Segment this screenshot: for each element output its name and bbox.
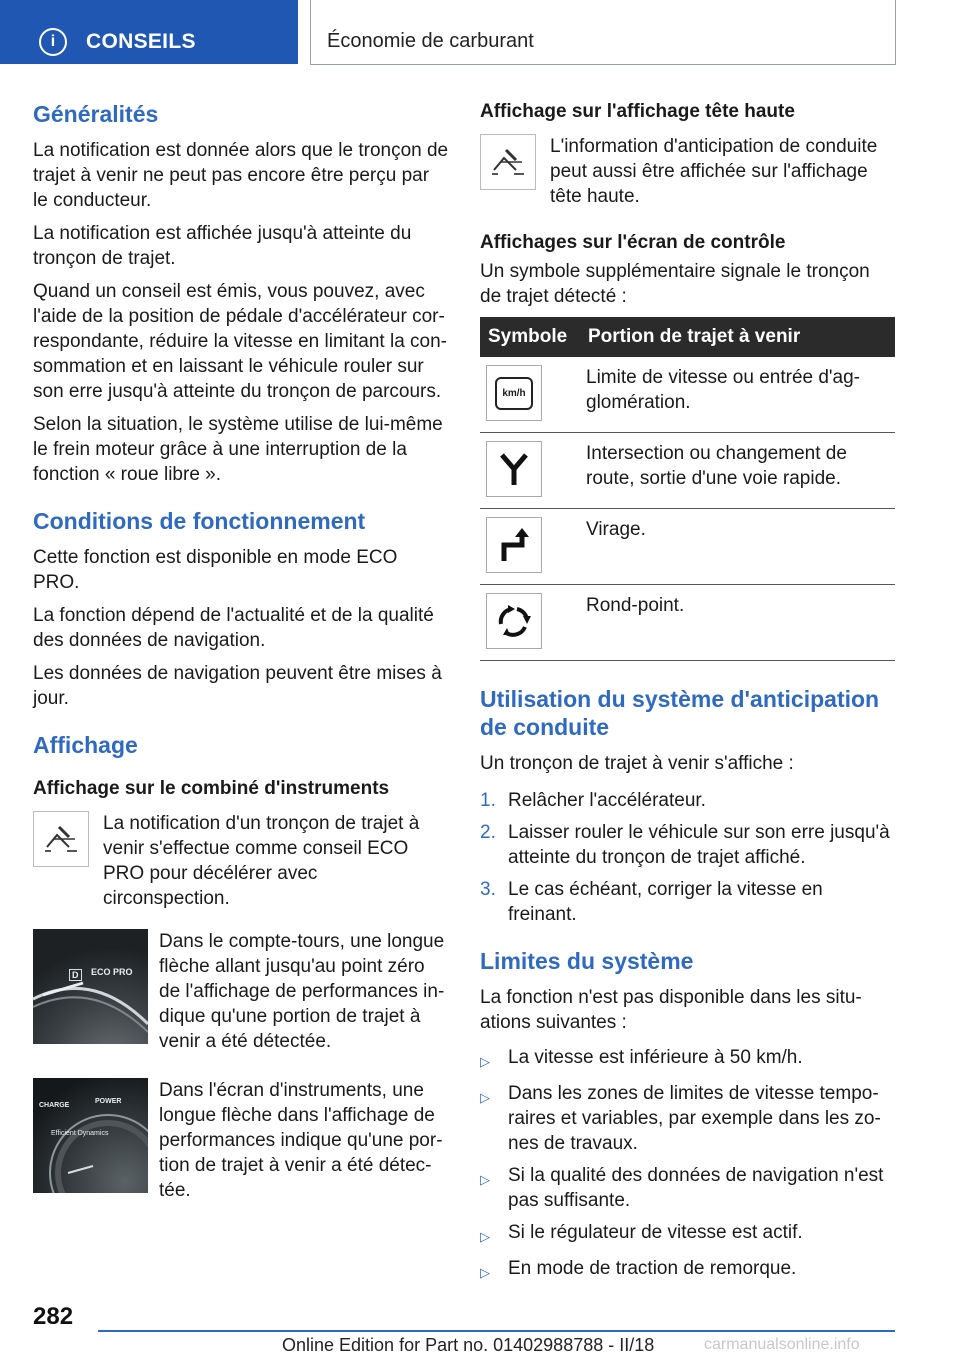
watermark: carmanualsonline.info bbox=[704, 1336, 860, 1353]
list-item bbox=[480, 1256, 895, 1285]
bullet-marker-icon: ▷ bbox=[480, 1090, 490, 1105]
util-intro: Un tronçon de trajet à venir s'affiche : bbox=[480, 753, 794, 774]
bullet-text: Si le régulateur de vitesse est actif. bbox=[508, 1222, 803, 1243]
footer-divider bbox=[98, 1330, 895, 1332]
section-title: Économie de carburant bbox=[327, 30, 534, 52]
table-cell: Limite de vitesse ou entrée d'ag‐glomération. bbox=[580, 357, 895, 433]
lim-intro: La fonction n'est pas disponible dans les situ‐ations suivantes : bbox=[480, 987, 862, 1033]
brand-label: Efficient Dynamics bbox=[51, 1130, 109, 1137]
limits-list bbox=[480, 1045, 895, 1285]
tachometer-photo bbox=[33, 929, 148, 1044]
section-header bbox=[310, 0, 896, 65]
paragraph: Les données de navigation peuvent être mises à jour. bbox=[33, 663, 442, 709]
anticipation-icon bbox=[33, 811, 89, 867]
speed-limit-icon-text: km/h bbox=[495, 377, 532, 410]
tachometer-text: Dans le compte-tours, une longue flèche allant jusqu'au point zéro de l'affichage de performances in‐dique qu'une portion de trajet à venir a été détectée. bbox=[159, 931, 445, 1052]
paragraph: Cette fonction est disponible en mode ECO PRO. bbox=[33, 547, 398, 593]
heading-limites: Limites du système bbox=[480, 948, 694, 974]
info-icon: i bbox=[39, 28, 67, 56]
charge-label: CHARGE bbox=[39, 1102, 70, 1109]
bullet-marker-icon: ▷ bbox=[480, 1265, 490, 1280]
ecran-text: Un symbole supplémentaire signale le tronçon de trajet détecté : bbox=[480, 261, 870, 307]
paragraph: La notification est donnée alors que le tronçon de trajet à venir ne peut pas encore être perçu par le conducteur. bbox=[33, 140, 449, 211]
bullet-text: Dans les zones de limites de vitesse tempo‐raires et variables, par exemple dans les zo‐nes de travaux. bbox=[508, 1083, 881, 1154]
right-column bbox=[480, 100, 895, 1292]
intersection-icon bbox=[486, 441, 542, 497]
page-number: 282 bbox=[33, 1303, 74, 1330]
heading-generalites: Généralités bbox=[33, 101, 159, 127]
table-row bbox=[480, 585, 895, 661]
instrument-text: Dans l'écran d'instruments, une longue flèche dans l'affichage de performances indique qu'une por‐tion de trajet à venir a été détec‐tée. bbox=[159, 1080, 443, 1201]
bullet-text: La vitesse est inférieure à 50 km/h. bbox=[508, 1047, 803, 1068]
eco-tip-row bbox=[33, 811, 449, 911]
bullet-marker-icon: ▷ bbox=[480, 1054, 490, 1069]
heading-conditions: Conditions de fonctionnement bbox=[33, 508, 366, 534]
heading-hud: Affichage sur l'affichage tête haute bbox=[480, 101, 795, 122]
list-item bbox=[480, 877, 895, 927]
hud-row bbox=[480, 134, 895, 209]
symbol-table bbox=[480, 317, 895, 661]
table-header-row bbox=[480, 317, 895, 357]
table-cell: Intersection ou changement de route, sortie d'une voie rapide. bbox=[580, 433, 895, 509]
list-item bbox=[480, 1081, 895, 1156]
step-number: 2. bbox=[480, 822, 496, 843]
tachometer-row bbox=[33, 929, 449, 1062]
heading-ecran: Affichages sur l'écran de contrôle bbox=[480, 232, 786, 253]
tips-tab bbox=[0, 0, 298, 64]
heading-utilisation: Utilisation du système d'anticipation de conduite bbox=[480, 686, 880, 740]
list-item bbox=[480, 820, 895, 870]
step-text: Relâcher l'accélérateur. bbox=[508, 790, 706, 811]
roundabout-icon bbox=[486, 593, 542, 649]
left-column bbox=[33, 100, 449, 1227]
table-row bbox=[480, 357, 895, 433]
curve-icon bbox=[486, 517, 542, 573]
table-row bbox=[480, 509, 895, 585]
heading-combine: Affichage sur le combiné d'instruments bbox=[33, 778, 390, 799]
step-number: 1. bbox=[480, 790, 496, 811]
instrument-row bbox=[33, 1078, 449, 1211]
list-item bbox=[480, 1220, 895, 1249]
table-cell: Virage. bbox=[580, 509, 895, 585]
table-header-symbole: Symbole bbox=[480, 317, 580, 357]
instrument-display-photo bbox=[33, 1078, 148, 1193]
paragraph: La fonction dépend de l'actualité et de la qualité des données de navigation. bbox=[33, 605, 434, 651]
step-text: Le cas échéant, corriger la vitesse en freinant. bbox=[508, 879, 823, 925]
table-header-portion: Portion de trajet à venir bbox=[580, 317, 895, 357]
step-number: 3. bbox=[480, 879, 496, 900]
hud-text: L'information d'anticipation de conduite peut aussi être affichée sur l'affichage tête haute. bbox=[550, 136, 878, 207]
list-item bbox=[480, 1163, 895, 1213]
anticipation-icon bbox=[480, 134, 536, 190]
bullet-marker-icon: ▷ bbox=[480, 1172, 490, 1187]
steps-list bbox=[480, 788, 895, 927]
tab-label: CONSEILS bbox=[86, 30, 196, 53]
bullet-text: En mode de traction de remorque. bbox=[508, 1258, 797, 1279]
step-text: Laisser rouler le véhicule sur son erre jusqu'à atteinte du tronçon de trajet affiché. bbox=[508, 822, 890, 868]
paragraph: La notification est affichée jusqu'à atteinte du tronçon de trajet. bbox=[33, 223, 412, 269]
list-item bbox=[480, 788, 895, 813]
combine-text: La notification d'un tronçon de trajet à venir s'effectue comme conseil ECO PRO pour décélérer avec circonspection. bbox=[103, 813, 420, 909]
edition-text: Online Edition for Part no. 01402988788 - II/18 bbox=[282, 1335, 655, 1355]
gear-label: D bbox=[69, 969, 82, 981]
heading-affichage: Affichage bbox=[33, 732, 138, 758]
table-row bbox=[480, 433, 895, 509]
bullet-text: Si la qualité des données de navigation n'est pas suffisante. bbox=[508, 1165, 884, 1211]
bullet-marker-icon: ▷ bbox=[480, 1229, 490, 1244]
eco-pro-label: ECO PRO bbox=[91, 967, 133, 977]
table-cell: Rond-point. bbox=[580, 585, 895, 661]
paragraph: Quand un conseil est émis, vous pouvez, avec l'aide de la position de pédale d'accélérateur cor‐respondante, réduire la vitesse en limitant la con‐sommation et en laissant le véhicule rouler sur son erre jusqu'à atteinte du tronçon de parcours. bbox=[33, 281, 448, 402]
power-label: POWER bbox=[95, 1098, 122, 1105]
speed-limit-icon bbox=[486, 365, 542, 421]
paragraph: Selon la situation, le système utilise de lui-même le frein moteur grâce à une interruption de la fonction « roue libre ». bbox=[33, 414, 443, 485]
list-item bbox=[480, 1045, 895, 1074]
